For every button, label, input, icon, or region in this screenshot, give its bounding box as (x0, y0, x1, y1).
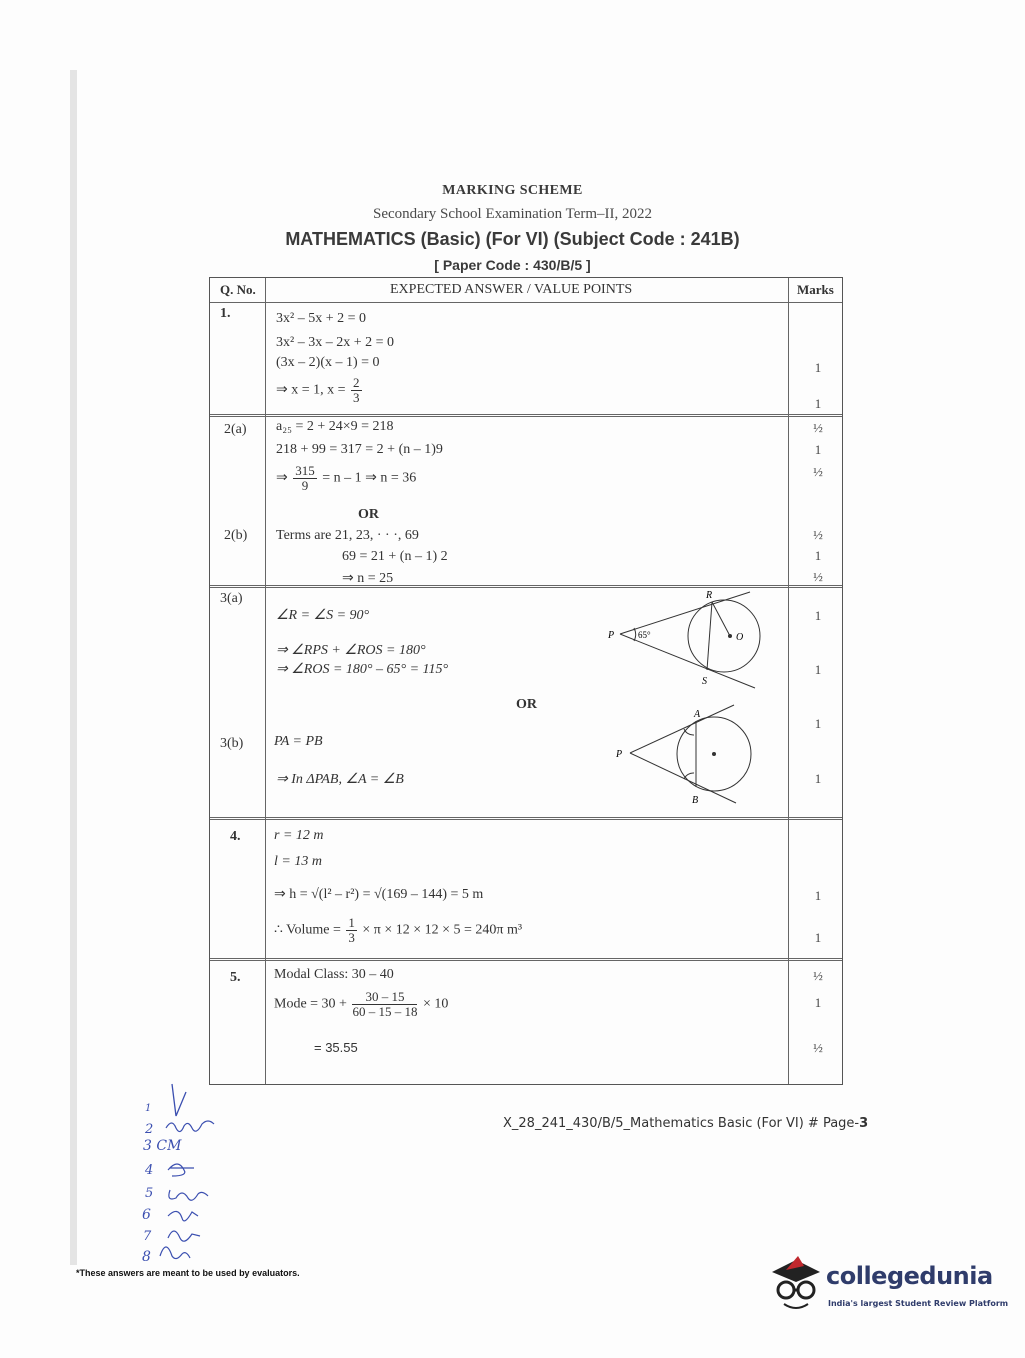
numerator: 315 (295, 463, 315, 478)
marks: ½ (813, 968, 823, 983)
subject-title: MATHEMATICS (Basic) (For VI) (Subject Code : 241B) (285, 229, 740, 249)
label-b: B (692, 795, 699, 806)
handwritten-number: 1 (145, 1103, 152, 1114)
q3-line: ⇒ ∠ROS = 180° – 65° = 115° (276, 662, 449, 677)
paper-code: [ Paper Code : 430/B/5 ] (434, 257, 591, 273)
header-answer: EXPECTED ANSWER / VALUE POINTS (390, 282, 633, 297)
header-qno: Q. No. (220, 282, 256, 297)
q3-line: PA = PB (274, 734, 323, 749)
handwritten-number: 4 (145, 1163, 154, 1178)
centre-point (728, 634, 732, 638)
header-marks: Marks (797, 282, 834, 297)
numerator: 2 (353, 375, 360, 390)
marks: ½ (813, 420, 823, 435)
handwritten-number: 2 (145, 1122, 154, 1137)
numerator: 1 (348, 915, 355, 930)
q3-line: ∠R = ∠S = 90° (276, 608, 370, 623)
row-divider (210, 817, 842, 820)
fraction (352, 990, 417, 1019)
brand-name: collegedunia (826, 1262, 993, 1290)
marks: 1 (814, 888, 822, 903)
label-r: R (706, 590, 713, 601)
collegedunia-logo-icon (766, 1252, 824, 1312)
tangent-line (630, 705, 734, 753)
q1-line: 3x² – 3x – 2x + 2 = 0 (276, 335, 394, 350)
denominator: 3 (353, 390, 360, 405)
q1-result: ⇒ x = 1, x = (276, 382, 346, 398)
marks: 1 (814, 995, 822, 1010)
row-divider (210, 585, 842, 588)
handwritten-number: 6 (142, 1207, 151, 1223)
fraction (346, 916, 357, 945)
evaluator-initials (158, 1078, 238, 1268)
mode-label: Mode = 30 + (274, 996, 347, 1012)
q1-line: (3x – 2)(x – 1) = 0 (276, 355, 380, 370)
q2-result: = n – 1 ⇒ n = 36 (322, 470, 417, 486)
radius-line (712, 602, 730, 636)
marks: 1 (814, 716, 822, 731)
denominator: 60 – 15 – 18 (352, 1004, 418, 1019)
centre-point (712, 752, 716, 756)
col-divider (265, 278, 266, 1084)
q2-line (276, 464, 416, 493)
page-code-text: X_28_241_430/B/5_Mathematics Basic (For VI) # Page- (503, 1116, 860, 1131)
evaluator-note: *These answers are meant to be used by evaluators. (76, 1268, 300, 1278)
q5-number: 5. (230, 970, 241, 985)
q2-line: 218 + 99 = 317 = 2 + (n – 1)9 (276, 442, 443, 457)
q1-line (276, 376, 364, 405)
q4-number: 4. (230, 829, 241, 844)
angle-arc (634, 628, 636, 641)
q3-line: ⇒ In ΔPAB, ∠A = ∠B (276, 772, 404, 787)
marks: 1 (814, 771, 822, 786)
label-s: S (702, 676, 707, 687)
handwritten-number: 5 (145, 1186, 154, 1201)
numerator: 30 – 15 (352, 990, 417, 1005)
q1-line: 3x² – 5x + 2 = 0 (276, 311, 366, 326)
marks: 1 (814, 360, 822, 375)
q4-line: ⇒ h = √(l² – r²) = √(169 – 144) = 5 m (274, 887, 484, 902)
q2b-number: 2(b) (224, 528, 248, 543)
handwritten-number: 8 (142, 1249, 151, 1265)
volume-result: × π × 12 × 12 × 5 = 240π m³ (362, 922, 523, 938)
q4-line: r = 12 m (274, 828, 324, 843)
marks: ½ (813, 464, 823, 479)
q2-line: a₂₅ = 2 + 24×9 = 218 (276, 419, 394, 434)
label-p: P (608, 630, 615, 641)
q4-line (274, 916, 522, 945)
or-label: OR (516, 697, 537, 712)
or-label: OR (358, 507, 379, 522)
handwritten-number: 7 (143, 1229, 152, 1244)
label-a: A (694, 709, 701, 720)
marks: 1 (814, 548, 822, 563)
exam-name: Secondary School Examination Term–II, 2022 (372, 206, 653, 222)
label-o: O (736, 632, 744, 643)
tangent-figure-b (608, 703, 768, 808)
row-divider (210, 302, 842, 303)
marks: 1 (814, 662, 822, 677)
q5-line (274, 990, 448, 1019)
brand-tagline: India's largest Student Review Platform (828, 1299, 1009, 1308)
label-angle: 65° (638, 630, 651, 640)
denominator: 9 (301, 478, 309, 493)
page-code (503, 1116, 868, 1131)
volume-label: ∴ Volume = (274, 922, 341, 938)
col-divider (788, 278, 789, 1084)
q1-number: 1. (220, 306, 231, 321)
tangent-line (630, 753, 736, 803)
q3b-number: 3(b) (220, 736, 244, 751)
q5-line: = 35.55 (314, 1040, 358, 1055)
marks: 1 (814, 396, 822, 411)
q3a-number: 3(a) (220, 591, 243, 606)
q5-line: Modal Class: 30 – 40 (274, 967, 394, 982)
row-divider (210, 414, 842, 417)
marks: 1 (814, 930, 822, 945)
q2-line: 69 = 21 + (n – 1) 2 (342, 549, 448, 564)
tangent-figure-a (600, 590, 770, 690)
tangent-line (620, 634, 755, 688)
mode-multiplier: × 10 (422, 996, 449, 1012)
q3-line: ⇒ ∠RPS + ∠ROS = 180° (276, 643, 426, 658)
tangent-line (620, 592, 750, 634)
fraction (351, 376, 362, 405)
implies: ⇒ (276, 470, 288, 486)
fraction (293, 464, 317, 493)
radius-line (707, 602, 712, 670)
page-number: 3 (859, 1116, 869, 1131)
handwritten-number: 3 CM (143, 1138, 182, 1154)
q2-line: Terms are 21, 23, · · ·, 69 (276, 528, 419, 543)
q2a-number: 2(a) (224, 422, 247, 437)
marks: 1 (814, 608, 822, 623)
marks: ½ (813, 1040, 823, 1055)
q4-line: l = 13 m (274, 854, 322, 869)
q2-line: ⇒ n = 25 (342, 571, 394, 586)
marks: 1 (814, 442, 822, 457)
answer-table (209, 277, 843, 1085)
circle (688, 600, 760, 672)
marks: ½ (813, 569, 823, 584)
label-p: P (616, 749, 623, 760)
marks: ½ (813, 527, 823, 542)
denominator: 3 (348, 930, 355, 945)
row-divider (210, 958, 842, 961)
scheme-title: MARKING SCHEME (442, 183, 583, 198)
